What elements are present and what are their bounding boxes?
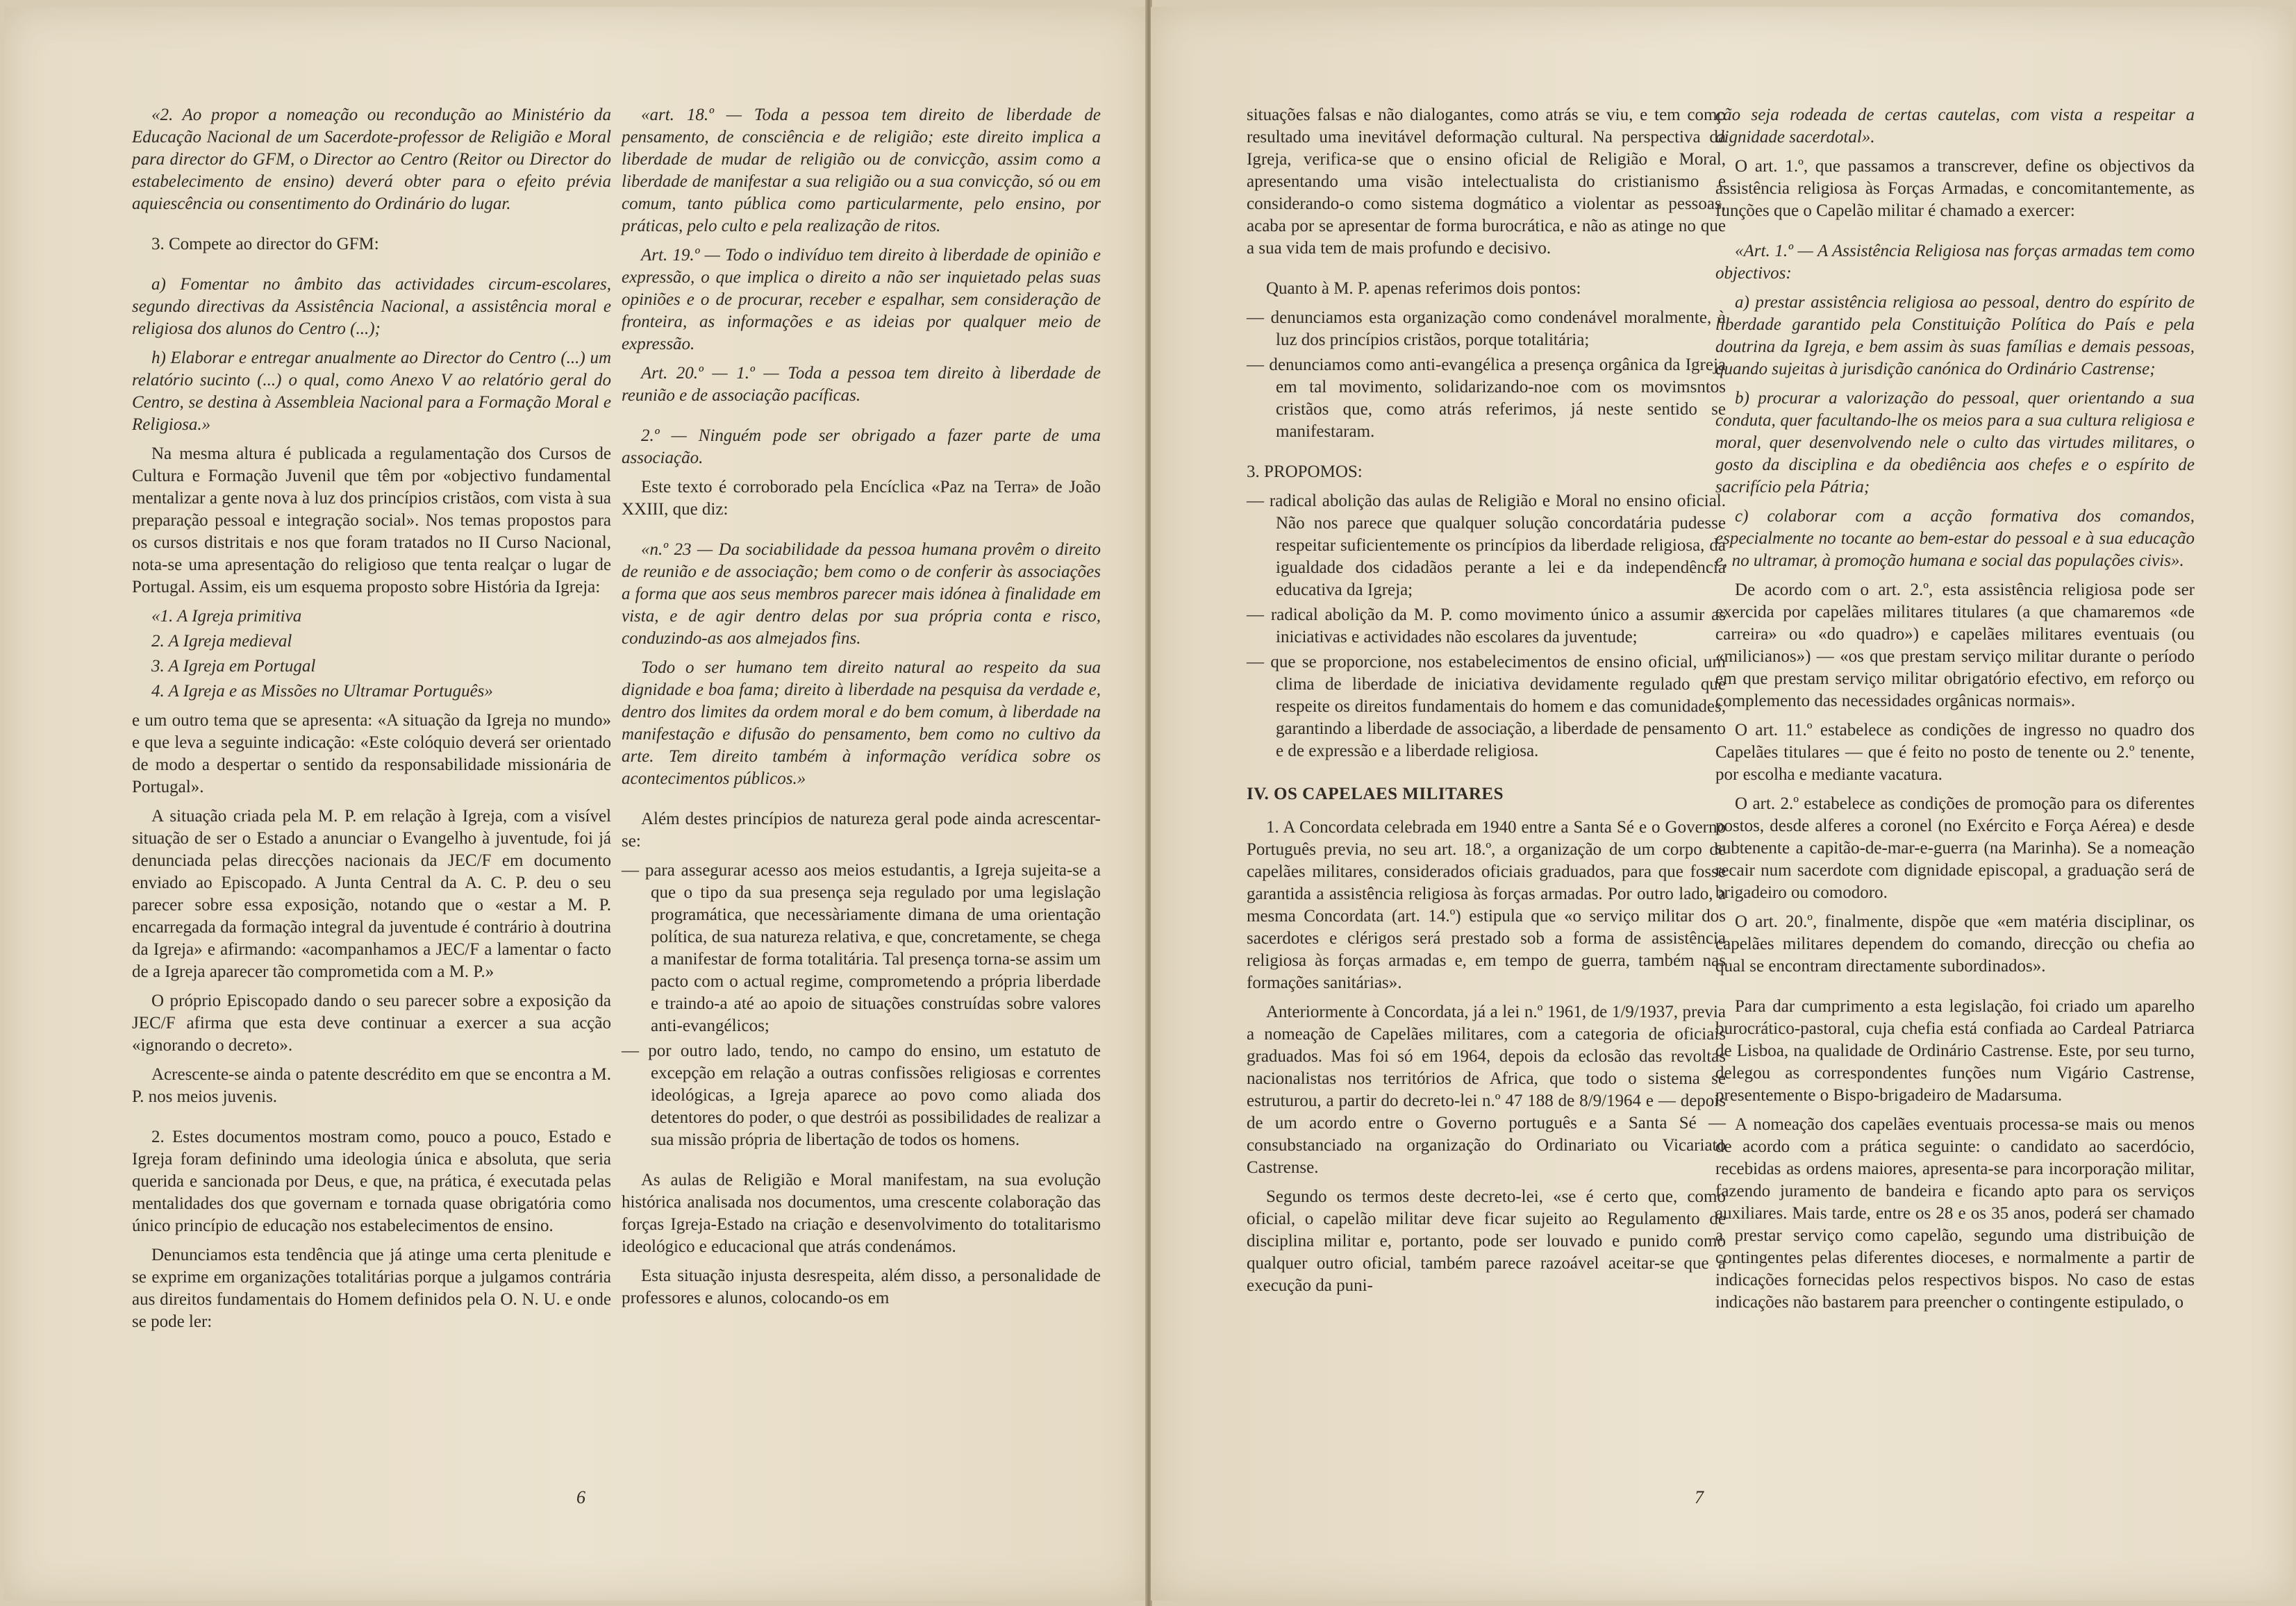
column-4 (1715, 104, 2195, 1321)
paragraph: c) colaborar com a acção formativa dos comandos, especialmente no tocante ao bem-estar do pessoal e à sua educação e, no ultramar, à promoção humana e social das populações civis». (1715, 507, 2195, 570)
list-item: 4. A Igreja e as Missões no Ultramar Português» (151, 682, 493, 701)
list-item: — radical abolição das aulas de Religião e Moral no ensino oficial. Não nos parece que qualquer solução concordatária pudesse respeitar suficientemente os princípios da liberdade religiosa, da igualdade dos cidadãos perante a lei e da independência educativa da Igreja; (1247, 492, 1726, 599)
paragraph: Para dar cumprimento a esta legislação, foi criado um aparelho burocrático-pastoral, cuja chefia está confiada ao Cardeal Patriarca de Lisboa, na qualidade de Ordinário Castrense. Este, por seu turno, delegou as correspondentes funções num Vigário Castrense, presentemente o Bispo-brigadeiro de Madarsuma. (1715, 997, 2195, 1105)
paragraph: Todo o ser humano tem direito natural ao respeito da sua dignidade e boa fama; direito à liberdade na pesquisa da verdade e, dentro dos limites da ordem moral e do bem comum, à liberdade na manifestação e difusão do pensamento, bem como no cultivo da arte. Tem direito também à informação verídica sobre os acontecimentos públicos.» (622, 658, 1101, 788)
section-heading: IV. OS CAPELAES MILITARES (1247, 785, 1504, 803)
column-3 (1247, 104, 1726, 1304)
left-page (4, 7, 1147, 1600)
page-number: 7 (1695, 1487, 1704, 1507)
list-item: 2. A Igreja medieval (151, 632, 292, 651)
paragraph: Art. 19.º — Todo o indivíduo tem direito à liberdade de opinião e expressão, o que implica o direito a não ser inquietado pelas suas opiniões e o de procurar, receber e espalhar, sem consideração de fronteira, as informações e as ideias por qualquer meio de expressão. (622, 246, 1101, 353)
paragraph: 2. Estes documentos mostram como, pouco a pouco, Estado e Igreja foram definindo uma ideologia única e absoluta, que seria querida e sancionada por Deus, e que, na prática, é executada pelas mentalidades dos que governam e tornada quase obrigatória como único princípio de educação nos estabelecimentos de ensino. (132, 1128, 611, 1235)
propomos-list (1247, 490, 1726, 762)
page-number: 6 (576, 1487, 585, 1507)
paragraph: De acordo com o art. 2.º, esta assistência religiosa pode ser exercida por capelães militares titulares (a que chamaremos «de carreira» ou «do quadro») e capelães militares eventuais (ou «milicianos») — «os que prestam serviço militar durante o período em que prestam serviço militar obrigatório efectivo, em reforço ou complemento das necessidades orgânicas normais». (1715, 580, 2195, 710)
paragraph: 2.º — Ninguém pode ser obrigado a fazer parte de uma associação. (622, 426, 1101, 467)
list-item: — radical abolição da M. P. como movimento único a assumir as iniciativas e actividades não escolares da juventude; (1247, 605, 1726, 646)
paragraph: 1. A Concordata celebrada em 1940 entre a Santa Sé e o Governo Português previa, no seu art. 18.º, a organização de um corpo de capelães militares, considerados oficiais graduados, para que fosse garantida a assistência religiosa às forças armadas. Por outro lado, a mesma Concordata (art. 14.º) estipula que «o serviço militar dos sacerdotes e clérigos será prestado sob a forma de assistência religiosa às forças armadas e, em tempo de guerra, também nas formações sanitárias». (1247, 818, 1726, 992)
right-page (1151, 7, 2293, 1600)
paragraph: ção seja rodeada de certas cautelas, com vista a respeitar a dignidade sacerdotal». (1715, 106, 2195, 147)
paragraph: Este texto é corroborado pela Encíclica «Paz na Terra» de João XXIII, que diz: (622, 478, 1101, 519)
paragraph: A situação criada pela M. P. em relação à Igreja, com a visível situação de ser o Estado a anunciar o Evangelho à juventude, foi já denunciada pelas direcções nacionais da JEC/F em documento enviado ao Episcopado. A Junta Central da A. C. P. deu o seu parecer sobre essa exposição, notando que o «estar a M. P. encarregada da formação integral da juventude é contrário à doutrina da Igreja» e afirmando: «acompanhamos a JEC/F a lamentar o facto de a Igreja aparecer tão comprometida com a M. P.» (132, 807, 611, 981)
paragraph: b) procurar a valorização do pessoal, quer orientando a sua conduta, quer facultando-lhe os meios para a sua cultura religiosa e moral, quer desenvolvendo nele o culto das virtudes militares, o gosto da disciplina e da obediência aos chefes e o espírito de sacrifício pela Pátria; (1715, 389, 2195, 496)
paragraph: O art. 1.º, que passamos a transcrever, define os objectivos da assistência religiosa às Forças Armadas, e concomitantemente, as funções que o Capelão militar é chamado a exercer: (1715, 157, 2195, 220)
list-item: — por outro lado, tendo, no campo do ensino, um estatuto de excepção em relação a outras confissões religiosas e correntes ideológicas, a Igreja aparece ao povo como aliada dos detentores do poder, o que destrói as possibilidades de realizar a sua missão própria de libertação de todos os homens. (622, 1042, 1101, 1149)
column-1 (132, 104, 611, 1340)
paragraph: situações falsas e não dialogantes, como atrás se viu, e tem como resultado uma inevitável deformação cultural. Na perspectiva da Igreja, verifica-se que o ensino oficial de Religião e Moral, apresentando uma visão intelectualista do cristianismo e considerando-o como sistema dogmático a violentar as pessoas, acaba por se apresentar de forma burocrática, e não as atinge no que a sua vida tem de mais profundo e decisivo. (1247, 106, 1726, 258)
list-item: — que se proporcione, nos estabelecimentos de ensino oficial, um clima de liberdade de iniciativa devidamente regulado que respeite os direitos fundamentais do homem e das comunidades, garantindo a liberdade de associação, a liberdade de pensamento e de expressão e a liberdade religiosa. (1247, 653, 1726, 760)
paragraph: 3. Compete ao director do GFM: (151, 235, 379, 253)
list-item: — denunciamos como anti-evangélica a presença orgânica da Igreja em tal movimento, solidarizando-noe com os movimsntos cristãos que, como atrás referimos, já neste sentido se manifestaram. (1247, 356, 1726, 441)
paragraph: O art. 20.º, finalmente, dispõe que «em matéria disciplinar, os capelães militares dependem do comando, direcção ou chefia ao qual se encontram directamente subordinados». (1715, 912, 2195, 976)
paragraph: O art. 2.º estabelece as condições de promoção para os diferentes postos, desde alferes a coronel (no Exército e Força Aérea) e desde subtenente a capitão-de-mar-e-guerra (na Marinha). Se a nomeação recair num sacerdote com dignidade episcopal, a graduação será de brigadeiro ou comodoro. (1715, 794, 2195, 902)
paragraph: Além destes princípios de natureza geral pode ainda acrescentar-se: (622, 810, 1101, 851)
list-item: — denunciamos esta organização como condenável moralmente, à luz dos princípios cristãos, porque totalitária; (1247, 308, 1726, 349)
dash-list (622, 860, 1101, 1151)
paragraph: A nomeação dos capelães eventuais processa-se mais ou menos de acordo com a prática seguinte: o candidato ao sacerdócio, recebidas as ordens maiores, apresenta-se para incorporação militar, fazendo juramento de bandeira e ficando apto para os serviços auxiliares. Mais tarde, entre os 28 e os 35 anos, poderá ser chamado a prestar serviço como capelão, segundo uma distribuição de contingentes pelas diferentes dioceses, e normalmente a partir de indicações fornecidas pelos respectivos bispos. No caso de estas indicações não bastarem para preencher o contingente estipulado, o (1715, 1115, 2195, 1312)
paragraph: a) Fomentar no âmbito das actividades circum-escolares, segundo directivas da Assistência Nacional, a assistência moral e religiosa dos alunos do Centro (...); (132, 275, 611, 338)
list-item: — para assegurar acesso aos meios estudantis, a Igreja sujeita-se a que o tipo da sua presença seja regulado por uma legislação programática, que necessàriamente dimana de uma orientação política, de sua natureza relativa, e que, concretamente, se chega a manifestar de forma totalitária. Tal presença torna-se assim um pacto com o actual regime, comprometendo a própria liberdade e traindo-a até ao apoio de situações construídas sobre valores anti-evangélicos; (622, 861, 1101, 1035)
paragraph: Segundo os termos deste decreto-lei, «se é certo que, como oficial, o capelão militar deve ficar sujeito ao Regulamento de disciplina militar e, portanto, pode ser louvado e punido como qualquer outro oficial, também parece razoável aceitar-se que a execução da puni- (1247, 1187, 1726, 1295)
paragraph: Quanto à M. P. apenas referimos dois pontos: (1266, 279, 1581, 298)
paragraph: e um outro tema que se apresenta: «A situação da Igreja no mundo» e que leva a seguinte indicação: «Este colóquio deverá ser orientado de modo a despertar o sentido da responsabilidade missionária de Portugal». (132, 711, 611, 796)
list-item: «1. A Igreja primitiva (151, 607, 302, 626)
list-item: 3. A Igreja em Portugal (151, 657, 316, 676)
paragraph: Anteriormente à Concordata, já a lei n.º 1961, de 1/9/1937, previa a nomeação de Capelães militares, com a categoria de oficiais graduados. Mas foi só em 1964, depois da eclosão das revoltas nacionalistas nos territórios de Africa, que todo o sistema se estruturou, a partir do decreto-lei n.º 47 188 de 8/9/1964 e — depois de um acordo entre o Governo português e a Santa Sé — consubstanciado na organização do Ordinariato ou Vicariato Castrense. (1247, 1003, 1726, 1177)
history-list (132, 605, 611, 703)
paragraph: Denunciamos esta tendência que já atinge uma certa plenitude e se exprime em organizações totalitárias porque a julgamos contrária aus direitos fundamentais do Homem definidos pela O. N. U. e onde se pode ler: (132, 1246, 611, 1331)
paragraph: h) Elaborar e entregar anualmente ao Director do Centro (...) um relatório sucinto (...) o qual, como Anexo V ao relatório geral do Centro, se destina à Assembleia Nacional para a Formação Moral e Religiosa.» (132, 349, 611, 434)
paragraph: Art. 20.º — 1.º — Toda a pessoa tem direito à liberdade de reunião e de associação pacíficas. (622, 364, 1101, 405)
mp-list (1247, 307, 1726, 443)
paragraph: «art. 18.º — Toda a pessoa tem direito de liberdade de pensamento, de consciência e de religião; este direito implica a liberdade de mudar de religião ou de convicção, assim como a liberdade de manifestar a sua religião ou a sua convicção, só ou em comum, tanto pública como particularmente, pelo ensino, por práticas, pelo culto e pela realização de ritos. (622, 106, 1101, 235)
paragraph: O art. 11.º estabelece as condições de ingresso no quadro dos Capelães titulares — que é feito no posto de tenente ou 2.º tenente, por escolha e mediante vacatura. (1715, 721, 2195, 784)
paragraph: Esta situação injusta desrespeita, além disso, a personalidade de professores e alunos, colocando-os em (622, 1266, 1101, 1307)
column-2 (622, 104, 1101, 1316)
propomos-heading: 3. PROPOMOS: (1247, 462, 1363, 481)
paragraph: a) prestar assistência religiosa ao pessoal, dentro do espírito de liberdade garantido pela Constituição Política do País e pela doutrina da Igreja, e bem assim às suas famílias e demais pessoas, quando sujeitas à jurisdição canónica do Ordinário Castrense; (1715, 293, 2195, 378)
paragraph: «2. Ao propor a nomeação ou recondução ao Ministério da Educação Nacional de um Sacerdote-professor de Religião e Moral para director do GFM, o Director ao Centro (Reitor ou Director do estabelecimento de ensino) deverá obter para o efeito prévia aquiescência ou consentimento do Ordinário do lugar. (132, 106, 611, 213)
paragraph: Acrescente-se ainda o patente descrédito em que se encontra a M. P. nos meios juvenis. (132, 1065, 611, 1106)
paragraph: «Art. 1.º — A Assistência Religiosa nas forças armadas tem como objectivos: (1715, 242, 2195, 283)
paragraph: O próprio Episcopado dando o seu parecer sobre a exposição da JEC/F afirma que esta deve continuar a exercer a sua acção «ignorando o decreto». (132, 992, 611, 1055)
paragraph: Na mesma altura é publicada a regulamentação dos Cursos de Cultura e Formação Juvenil que têm por «objectivo fundamental mentalizar a gente nova à luz dos princípios cristãos, com vista à sua preparação pessoal e integração social». Nos temas propostos para os cursos distritais e nos que foram tratados no II Curso Nacional, nota-se uma apresentação do religioso que tenta realçar o lugar de Portugal. Assim, eis um esquema proposto sobre História da Igreja: (132, 444, 611, 596)
paragraph: As aulas de Religião e Moral manifestam, na sua evolução histórica analisada nos documentos, uma crescente colaboração das forças Igreja-Estado na criação e desenvolvimento do totalitarismo ideológico e educacional que atrás condenámos. (622, 1171, 1101, 1256)
paragraph: «n.º 23 — Da sociabilidade da pessoa humana provêm o direito de reunião e de associação; bem como o de conferir às associações a forma que aos seus membros parecer mais idónea à finalidade em vista, e de agir dentro delas por sua própria conta e risco, conduzindo-as aos almejados fins. (622, 540, 1101, 648)
